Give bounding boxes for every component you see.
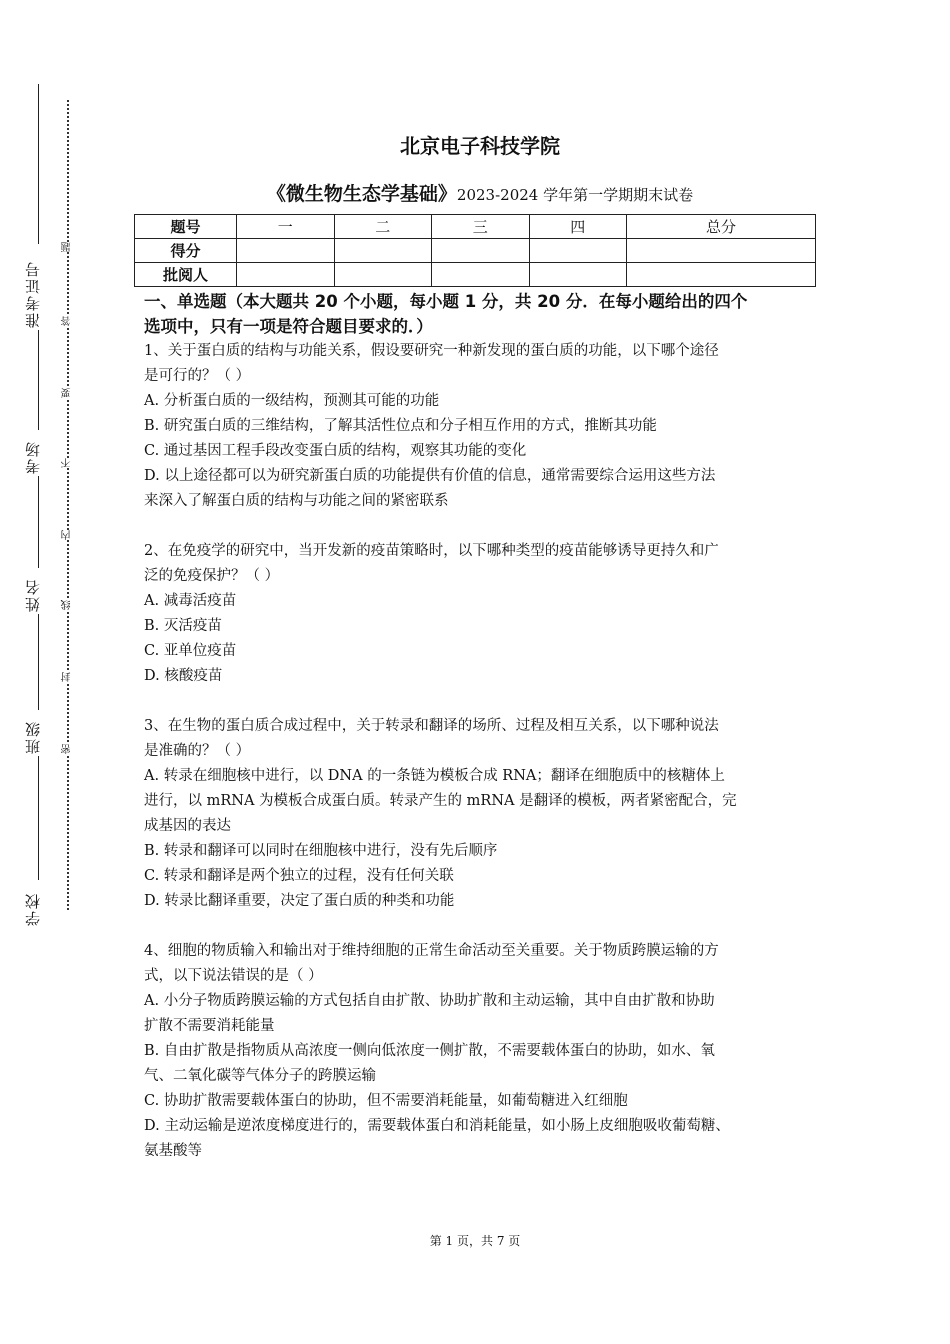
question-stem: 1、关于蛋白质的结构与功能关系，假设要研究一种新发现的蛋白质的功能，以下哪个途径 [144,343,719,359]
school-title: 北京电子科技学院 [400,134,560,158]
exam-term: 2023-2024 学年第一学期期末试卷 [456,186,694,204]
label-exam-number: 准考证号 [24,260,42,328]
question-1 [144,339,816,514]
question-3 [144,714,816,914]
score-header-cell: 总分 [627,215,816,239]
question-stem: 是准确的？（ ） [144,743,251,759]
seal-char: 线 [60,600,76,610]
question-stem: 泛的免疫保护？（ ） [144,568,280,584]
score-cell[interactable] [529,263,627,287]
option-d[interactable]: D. 核酸疫苗 [144,668,223,684]
option-a-cont: 进行，以 mRNA 为模板合成蛋白质。转录产生的 mRNA 是翻译的模板，两者紧密配合，完 [144,793,737,809]
score-table-row [135,263,816,287]
seal-char: 题 [60,242,76,252]
score-cell[interactable] [334,263,432,287]
option-d[interactable]: D. 以上途径都可以为研究新蛋白质的功能提供有价值的信息，通常需要综合运用这些方法 [144,468,716,484]
option-b-cont: 气、二氧化碳等气体分子的跨膜运输 [144,1068,376,1084]
option-a-cont: 扩散不需要消耗能量 [144,1018,275,1034]
score-table-row [135,239,816,263]
score-table-header-row [135,215,816,239]
score-cell[interactable] [432,239,530,263]
score-cell[interactable] [334,239,432,263]
question-stem: 4、细胞的物质输入和输出对于维持细胞的正常生命活动至关重要。关于物质跨膜运输的方 [144,943,719,959]
seal-char: 不 [60,458,76,468]
score-header-cell: 一 [237,215,335,239]
score-cell[interactable] [529,239,627,263]
option-b[interactable]: B. 灭活疫苗 [144,618,222,634]
question-2 [144,539,816,689]
label-exam-room: 考场 [24,440,42,474]
seal-char: 要 [60,388,76,398]
exam-page [144,120,816,1164]
exam-subtitle [144,179,816,206]
label-class: 班级 [24,720,42,754]
page-footer: 第 1 页，共 7 页 [429,1234,521,1248]
option-c[interactable]: C. 亚单位疫苗 [144,643,237,659]
option-d-cont: 氨基酸等 [144,1143,202,1159]
option-d[interactable]: D. 主动运输是逆浓度梯度进行的，需要载体蛋白和消耗能量，如小肠上皮细胞吸收葡萄糖、 [144,1118,730,1134]
binding-line [38,476,39,568]
score-cell[interactable] [627,239,816,263]
section-heading-line: 一、单选题（本大题共 20 个小题，每小题 1 分，共 20 分．在每小题给出的四个 [144,292,748,311]
score-row-label: 得分 [135,239,237,263]
option-b[interactable]: B. 自由扩散是指物质从高浓度一侧向低浓度一侧扩散，不需要载体蛋白的协助，如水、氧 [144,1043,715,1059]
binding-line [38,84,39,244]
question-stem: 式，以下说法错误的是（ ） [144,968,323,984]
option-a[interactable]: A. 转录在细胞核中进行，以 DNA 的一条链为模板合成 RNA；翻译在细胞质中的核糖体上 [144,768,725,784]
question-4 [144,939,816,1164]
course-title: 《微生物生态学基础》 [266,183,457,205]
option-a-cont: 成基因的表达 [144,818,231,834]
score-cell[interactable] [627,263,816,287]
section-heading-line: 选项中，只有一项是符合题目要求的．） [144,317,433,336]
binding-line [38,614,39,710]
option-d[interactable]: D. 转录比翻译重要，决定了蛋白质的种类和功能 [144,893,455,909]
seal-char: 密 [60,744,76,754]
option-a[interactable]: A. 分析蛋白质的一级结构，预测其可能的功能 [144,393,440,409]
score-header-cell: 四 [529,215,627,239]
binding-margin [0,0,110,1344]
binding-line [38,330,39,430]
score-header-cell: 题号 [135,215,237,239]
seal-char: 封 [60,672,76,682]
option-c[interactable]: C. 协助扩散需要载体蛋白的协助，但不需要消耗能量，如葡萄糖进入红细胞 [144,1093,628,1109]
option-b[interactable]: B. 研究蛋白质的三维结构，了解其活性位点和分子相互作用的方式，推断其功能 [144,418,657,434]
score-header-cell: 二 [334,215,432,239]
label-school: 学校 [24,892,42,926]
score-cell[interactable] [432,263,530,287]
label-name: 姓名 [24,578,42,612]
question-stem: 2、在免疫学的研究中，当开发新的疫苗策略时，以下哪种类型的疫苗能够诱导更持久和广 [144,543,719,559]
seal-char: 内 [60,530,76,540]
option-c[interactable]: C. 通过基因工程手段改变蛋白质的结构，观察其功能的变化 [144,443,527,459]
score-row-label: 批阅人 [135,263,237,287]
score-cell[interactable] [237,263,335,287]
question-stem: 是可行的？（ ） [144,368,251,384]
option-a[interactable]: A. 小分子物质跨膜运输的方式包括自由扩散、协助扩散和主动运输，其中自由扩散和协助 [144,993,715,1009]
score-table [134,214,816,287]
score-cell[interactable] [237,239,335,263]
seal-char: 答 [60,316,76,326]
option-c[interactable]: C. 转录和翻译是两个独立的过程，没有任何关联 [144,868,454,884]
binding-line [38,756,39,880]
option-a[interactable]: A. 减毒活疫苗 [144,593,237,609]
option-d-cont: 来深入了解蛋白质的结构与功能之间的紧密联系 [144,493,449,509]
question-stem: 3、在生物的蛋白质合成过程中，关于转录和翻译的场所、过程及相互关系，以下哪种说法 [144,718,719,734]
score-header-cell: 三 [432,215,530,239]
section-heading [144,289,816,339]
option-b[interactable]: B. 转录和翻译可以同时在细胞核中进行，没有先后顺序 [144,843,498,859]
seal-dotted-line [67,100,69,910]
